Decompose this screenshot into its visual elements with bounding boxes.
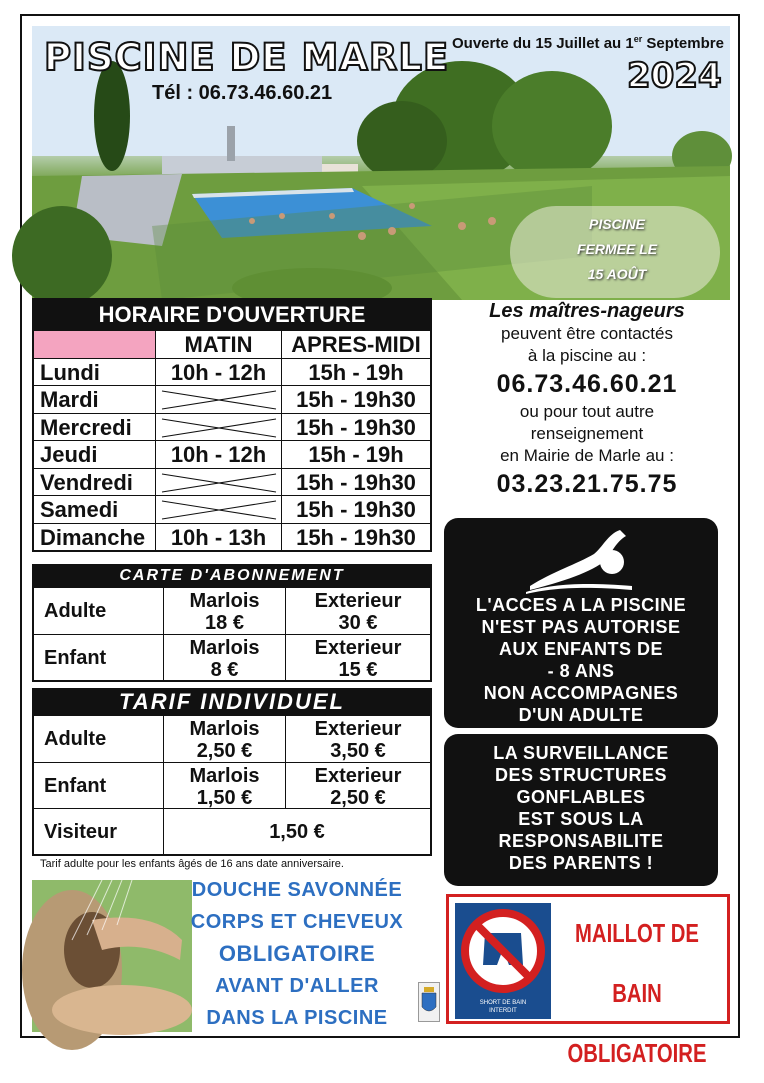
shower-line: OBLIGATOIRE (218, 941, 376, 966)
schedule-morning (156, 496, 282, 523)
table-row (34, 588, 430, 634)
shower-line: CORPS ET CHEVEUX (190, 911, 404, 933)
schedule-afternoon: 15h - 19h30 (296, 524, 416, 550)
season-year: 2024 (627, 56, 722, 96)
notice-line: AUX ENFANTS DE (498, 639, 664, 659)
schedule-morning: 10h - 12h (156, 441, 282, 468)
closed-cross-icon (160, 472, 278, 494)
age-note: Tarif adulte pour les enfants âgés de 16 ans date anniversaire. (40, 858, 344, 870)
schedule-header-afternoon: APRES-MIDI (291, 332, 421, 357)
swimsuit-text: MAILLOT DE BAIN OBLIGATOIRE (567, 918, 707, 1068)
contact-text: en Mairie de Marle au : (500, 446, 674, 465)
schedule-table (32, 298, 432, 552)
schedule-row (34, 385, 430, 413)
schedule-row (34, 358, 430, 386)
notice-line: N'EST PAS AUTORISE (481, 617, 681, 637)
contact-text: renseignement (530, 424, 644, 443)
schedule-day: Mercredi (34, 414, 156, 441)
table-row (34, 808, 430, 854)
contact-text: ou pour tout autre (519, 402, 655, 421)
price-local: Marlois 2,50 € (164, 716, 286, 762)
schedule-morning: 10h - 12h (156, 359, 282, 386)
price-local: Marlois 18 € (164, 588, 286, 634)
opening-period: Ouverte du 15 Juillet au 1er Septembre (452, 34, 724, 52)
price-local: Marlois 1,50 € (164, 763, 286, 808)
notice-line: LA SURVEILLANCE (493, 743, 669, 763)
schedule-day: Samedi (34, 496, 156, 523)
price-label: Visiteur (34, 809, 164, 854)
schedule-row (34, 413, 430, 441)
notice-line: L'ACCES A LA PISCINE (475, 595, 687, 615)
shower-line: AVANT D'ALLER (215, 975, 379, 997)
swimmer-icon (522, 524, 642, 594)
contact-text: peuvent être contactés (500, 324, 673, 343)
closure-notice: PISCINE FERMEE LE 15 AOÛT (576, 216, 658, 282)
schedule-title: HORAIRE D'OUVERTURE (34, 300, 430, 330)
schedule-morning (156, 386, 282, 413)
no-shorts-icon (455, 903, 551, 1003)
schedule-day: Mardi (34, 386, 156, 413)
notice-line: DES STRUCTURES (494, 765, 667, 785)
town-crest-icon (418, 982, 440, 1022)
schedule-row (34, 495, 430, 523)
notice-line: EST SOUS LA (518, 809, 644, 829)
price-local: Marlois 8 € (164, 635, 286, 680)
individual-table (32, 716, 432, 856)
price-label: Adulte (34, 588, 164, 634)
town-hall-phone: 03.23.21.75.75 (496, 470, 678, 498)
price-exterior: Exterieur 15 € (314, 637, 402, 681)
closed-cross-icon (160, 417, 278, 439)
notice-line: NON ACCOMPAGNES (483, 683, 679, 703)
table-row (34, 716, 430, 762)
pool-photo (32, 26, 730, 300)
shower-line: DOUCHE SAVONNÉE (191, 879, 403, 901)
children-access-notice (444, 518, 718, 728)
schedule-afternoon: 15h - 19h30 (296, 469, 416, 495)
price-label: Enfant (34, 763, 164, 808)
schedule-afternoon: 15h - 19h30 (296, 414, 416, 440)
schedule-day: Vendredi (34, 469, 156, 496)
notice-line: GONFLABLES (516, 787, 646, 807)
schedule-morning (156, 414, 282, 441)
inflatables-notice (444, 734, 718, 886)
schedule-day: Lundi (34, 359, 156, 386)
pool-phone: 06.73.46.60.21 (496, 370, 678, 398)
closed-cross-icon (160, 389, 278, 411)
notice-line: DES PARENTS ! (508, 853, 654, 873)
notice-line: - 8 ANS (547, 661, 615, 681)
page-title: PISCINE DE MARLE (44, 36, 450, 79)
subscription-table (32, 588, 432, 682)
schedule-row (34, 523, 430, 551)
table-row (34, 634, 430, 680)
notice-line: D'UN ADULTE (518, 705, 644, 725)
schedule-afternoon: 15h - 19h30 (296, 387, 416, 412)
price-label: Enfant (34, 635, 164, 680)
schedule-row (34, 440, 430, 468)
header-phone: Tél : 06.73.46.60.21 (152, 82, 333, 104)
price-exterior: Exterieur 3,50 € (314, 718, 402, 762)
individual-title: TARIF INDIVIDUEL (32, 688, 432, 716)
poster (20, 14, 740, 1068)
schedule-row (34, 468, 430, 496)
schedule-afternoon: 15h - 19h30 (296, 497, 416, 522)
swimsuit-notice (446, 894, 730, 1068)
schedule-header-morning: MATIN (156, 331, 282, 358)
schedule-morning (156, 469, 282, 496)
price-label: Adulte (34, 716, 164, 762)
schedule-morning: 10h - 13h (156, 524, 282, 551)
closed-cross-icon (160, 499, 278, 521)
shower-notice (152, 874, 442, 1034)
schedule-day: Jeudi (34, 441, 156, 468)
price-exterior: Exterieur 2,50 € (314, 765, 402, 809)
swim-shorts-forbidden-sign (455, 903, 551, 1019)
visitor-price: 1,50 € (269, 821, 325, 843)
sign-label: SHORT DE BAIN INTERDIT (479, 1000, 527, 1014)
lifeguard-contact (442, 300, 732, 501)
schedule-afternoon: 15h - 19h (308, 359, 404, 385)
price-exterior: Exterieur 30 € (314, 590, 402, 634)
schedule-header-row (34, 330, 430, 358)
subscription-title: CARTE D'ABONNEMENT (32, 564, 432, 588)
schedule-header-day (34, 331, 156, 358)
shower-line: DANS LA PISCINE (206, 1007, 388, 1029)
contact-text: à la piscine au : (527, 346, 647, 365)
schedule-day: Dimanche (34, 524, 156, 551)
notice-line: RESPONSABILITE (498, 831, 664, 851)
table-row (34, 762, 430, 808)
contact-heading: Les maîtres-nageurs (489, 300, 685, 322)
schedule-afternoon: 15h - 19h (308, 442, 404, 467)
